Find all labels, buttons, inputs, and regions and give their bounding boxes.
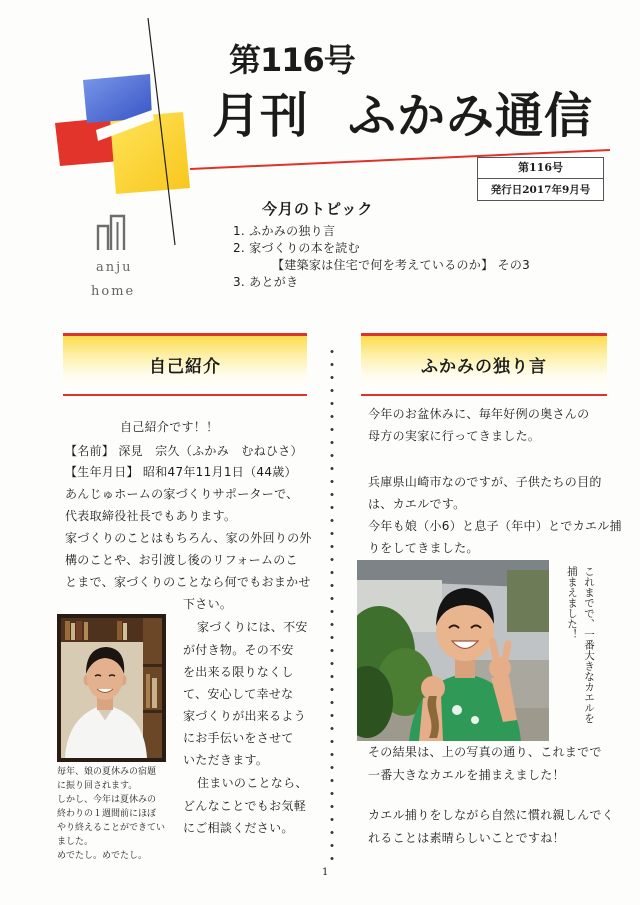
- self-intro-line: 家づくりが出来るよう: [183, 709, 307, 723]
- self-intro-line: 家づくりのことはもちろん、家の外回りの外: [65, 531, 312, 545]
- self-intro-line: 構のことや、お引渡し後のリフォームのこ: [65, 553, 298, 567]
- topic-item: 2. 家づくりの本を読む: [233, 241, 360, 255]
- self-intro-line: とまで、家づくりのことなら何でもおまかせ: [65, 575, 311, 589]
- self-intro-line: が付き物。その不安: [183, 643, 294, 657]
- monologue-line: 母方の実家に行ってきました。: [368, 429, 541, 443]
- newsletter-title-part2: ふかみ通信: [348, 88, 594, 144]
- photo-caption-vertical: 捕まえました！: [566, 566, 578, 640]
- monologue-line: カエル捕りをしながら自然に慣れ親しんでく: [368, 808, 615, 822]
- self-intro-line: て、安心して幸せな: [183, 687, 294, 701]
- section-title: 自己紹介: [149, 357, 221, 377]
- self-intro-line: 家づくりには、不安: [197, 620, 308, 634]
- photo-caption-vertical: これまでで、一番大きなカエルを: [583, 566, 595, 724]
- monologue-line: 今年のお盆休みに、毎年好例の奥さんの: [368, 407, 590, 421]
- self-intro-line: 代表取締役社長でもあります。: [65, 509, 237, 523]
- self-intro-lead: 自己紹介です！！: [120, 420, 219, 434]
- issue-number-heading: 第116号: [229, 41, 355, 79]
- topic-item: 1. ふかみの独り言: [233, 224, 336, 238]
- newsletter-title-part1: 月刊: [212, 88, 309, 144]
- portrait-caption-line: めでたし。めでたし。: [57, 851, 148, 861]
- portrait-caption-line: しかし、今年は夏休みの: [57, 795, 157, 805]
- self-intro-line: 【生年月日】 昭和47年11月1日（44歳）: [65, 465, 297, 479]
- logo-word-home: home: [91, 284, 136, 299]
- monologue-line: 一番大きなカエルを捕まえました！: [368, 768, 565, 782]
- portrait-photo: [57, 614, 166, 762]
- section-header-monologue: [361, 333, 607, 396]
- issue-info-box: [477, 157, 604, 201]
- topic-subitem: 【建築家は住宅で何を考えているのか】 その3: [272, 258, 531, 272]
- self-intro-line: いただきます。: [183, 753, 269, 767]
- self-intro-line: を出来る限りなくし: [183, 665, 294, 679]
- self-intro-line: どんなことでもお気軽: [183, 799, 307, 813]
- monologue-line: れることは素晴らしいことですね！: [368, 831, 565, 845]
- portrait-caption-line: ました。: [57, 837, 94, 847]
- info-date: 発行日2017年9月号: [490, 184, 591, 196]
- section-title: ふかみの独り言: [421, 357, 547, 377]
- self-intro-line: 住まいのことなら、: [197, 776, 308, 790]
- page-number: 1: [322, 867, 329, 878]
- section-header-self-intro: [63, 333, 307, 396]
- house-logo-icon: [95, 212, 127, 252]
- self-intro-line: にお手伝いをさせて: [183, 731, 294, 745]
- monologue-line: は、カエルです。: [368, 497, 466, 511]
- monologue-line: 兵庫県山崎市なのですが、子供たちの目的: [368, 475, 602, 489]
- topics-heading: 今月のトピック: [262, 200, 374, 218]
- portrait-caption-line: やり終えることができてい: [57, 823, 166, 833]
- portrait-caption-line: 毎年、娘の夏休みの宿題: [57, 767, 157, 777]
- portrait-caption-line: に振り回されます。: [57, 781, 138, 791]
- info-issue: 第116号: [478, 158, 603, 179]
- self-intro-line: あんじゅホームの家づくりサポーターで、: [65, 487, 299, 501]
- monologue-line: りをしてきました。: [368, 541, 479, 555]
- column-divider: [330, 345, 334, 867]
- self-intro-line: にご相談ください。: [183, 821, 294, 835]
- boy-with-frog-photo: [357, 560, 549, 741]
- topic-item: 3. あとがき: [233, 275, 299, 289]
- portrait-caption-line: 終わりの１週間前にほぼ: [57, 809, 157, 819]
- self-intro-line: 下さい。: [183, 597, 233, 611]
- monologue-line: 今年も娘（小6）と息子（年中）とでカエル捕: [368, 519, 622, 533]
- logo-word-anju: anju: [96, 260, 133, 275]
- self-intro-line: 【名前】 深見 宗久（ふかみ むねひさ）: [65, 444, 303, 458]
- monologue-line: その結果は、上の写真の通り、これまでで: [368, 745, 602, 759]
